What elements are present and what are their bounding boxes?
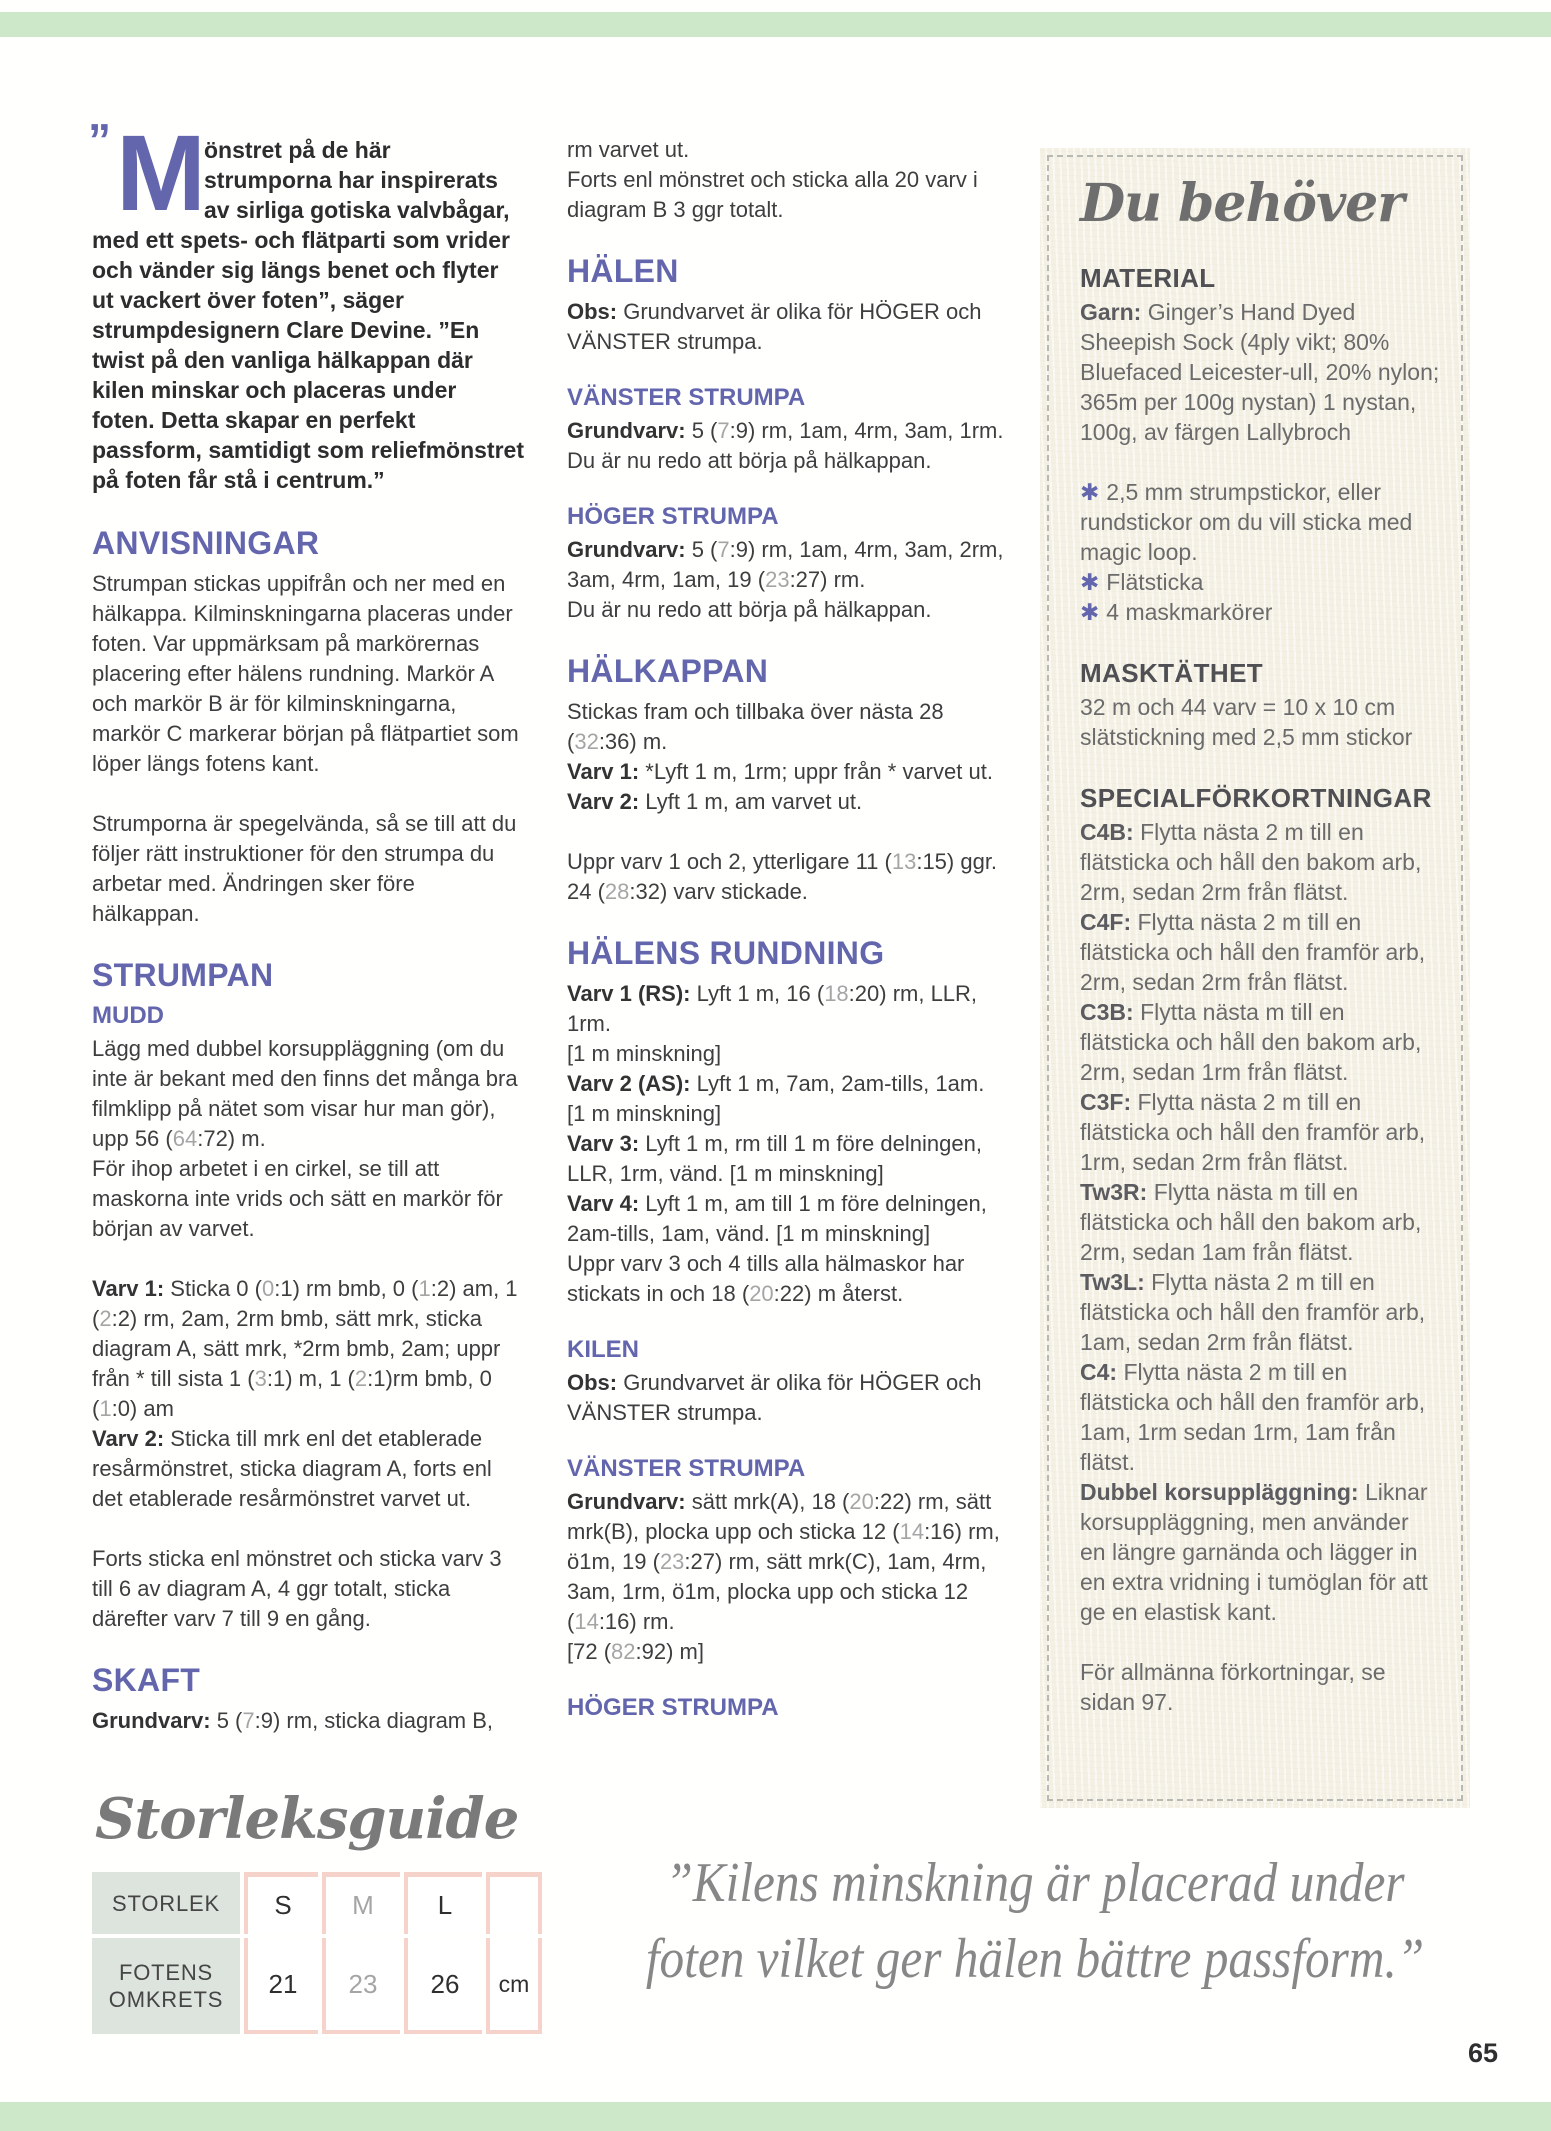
text-segment: Forts sticka enl mönstret och sticka varv 3 till 6 av diagram A, 4 ggr totalt, sticka därefter varv 7 till 9 en gång. <box>92 1546 502 1631</box>
text-segment: Flytta nästa 2 m till en flätsticka och håll den framför arb, 1am, 1rm sedan 1rm, 1am från flätst. <box>1080 1359 1426 1475</box>
text-segment: Lyft 1 m, rm till 1 m före delningen, LLR, 1rm, vänd. [1 m minskning] <box>567 1131 982 1186</box>
paragraph <box>92 1424 524 1514</box>
paragraph <box>1080 997 1440 1087</box>
heading-h-ger-strumpa: HÖGER STRUMPA <box>567 503 779 530</box>
paragraph <box>92 569 524 779</box>
text-segment: :9) rm, 1am, 4rm, 3am, 2rm, 3am, 4rm, 1am, 19 ( <box>567 537 1004 592</box>
text-segment: rm varvet ut. <box>567 137 690 162</box>
size-guide-title: Storleksguide <box>95 1786 519 1852</box>
text-segment: Lyft 1 m, 16 ( <box>696 981 825 1006</box>
size-table-header-cell: M <box>322 1872 400 1934</box>
paragraph <box>567 297 1010 357</box>
intro-quote <box>88 112 524 495</box>
text-segment: :16) rm. <box>598 1609 675 1634</box>
text-segment: 4 maskmarkörer <box>1106 599 1273 625</box>
middle-column-container <box>567 135 1010 1726</box>
heading-strumpan: STRUMPAN <box>92 957 274 993</box>
heading-v-nster-strumpa: VÄNSTER STRUMPA <box>567 384 806 411</box>
text-segment: Flytta nästa 2 m till en flätsticka och håll den bakom arb, 2rm, sedan 2rm från flätst. <box>1080 819 1422 905</box>
heading-anvisningar: ANVISNINGAR <box>92 525 320 561</box>
text-segment: 32 m och 44 varv = 10 x 10 cm slätstickning med 2,5 mm stickor <box>1080 694 1413 750</box>
heading-specialf-rkortningar: SPECIALFÖRKORTNINGAR <box>1080 783 1432 813</box>
paragraph <box>1080 1177 1440 1267</box>
size-table-header-cell: S <box>244 1872 318 1934</box>
text-segment: Obs: <box>567 1370 624 1395</box>
size-table-header-cell: L <box>404 1872 482 1934</box>
text-segment: Flytta nästa m till en flätsticka och håll den bakom arb, 2rm, sedan 1am från flätst. <box>1080 1179 1422 1265</box>
paragraph <box>567 165 1010 225</box>
text-segment: Sticka till mrk enl det etablerade resårmönstret, sticka diagram A, forts enl det etablerade resårmönstret varvet ut. <box>92 1426 492 1511</box>
text-segment: Liknar korsuppläggning, men använder en längre garnända och lägger in en extra vridning i tumöglan för att ge en elastisk kant. <box>1080 1479 1428 1625</box>
left-column <box>92 525 524 1736</box>
text-segment: 5 ( <box>691 537 718 562</box>
size-table-cell: cm <box>486 1938 542 2034</box>
text-segment: :27) rm. <box>789 567 866 592</box>
paragraph <box>567 1487 1010 1637</box>
text-segment: *Lyft 1 m, 1rm; uppr från * varvet ut. <box>645 759 993 784</box>
text-segment: Flytta nästa 2 m till en flätsticka och håll den framför arb, 1am, sedan 2rm från flätst. <box>1080 1269 1426 1355</box>
text-segment: Varv 1: <box>567 759 646 784</box>
heading-maskt-thet: MASKTÄTHET <box>1080 658 1264 688</box>
top-green-bar <box>0 12 1551 37</box>
paragraph <box>92 1034 524 1154</box>
text-segment: Lyft 1 m, 7am, 2am-tills, 1am. <box>696 1071 985 1096</box>
text-segment: Uppr varv 1 och 2, ytterligare 11 ( <box>567 849 892 874</box>
text-segment: 5 ( <box>216 1708 243 1733</box>
size-table-header-cell <box>486 1872 542 1934</box>
text-segment: Varv 3: <box>567 1131 646 1156</box>
text-segment: Lyft 1 m, am varvet ut. <box>645 789 863 814</box>
text-segment: :15) ggr. 24 ( <box>567 849 998 904</box>
text-segment: Grundvarv: <box>567 1489 692 1514</box>
paragraph <box>1080 907 1440 997</box>
paragraph <box>92 1154 524 1244</box>
text-segment: För allmänna förkortningar, se sidan 97. <box>1080 1659 1386 1715</box>
text-segment: [72 ( <box>567 1639 612 1664</box>
dropcap <box>88 112 206 233</box>
heading-v-nster-strumpa: VÄNSTER STRUMPA <box>567 1455 806 1482</box>
paragraph <box>567 1129 1010 1189</box>
paragraph <box>92 1544 524 1634</box>
text-segment: Grundvarvet är olika för HÖGER och VÄNSTER strumpa. <box>567 299 982 354</box>
text-segment: Varv 2: <box>567 789 646 814</box>
text-segment: Varv 1 (RS): <box>567 981 697 1006</box>
pull-quote-line: ”Kilens minskning är placerad under <box>665 1852 1405 1914</box>
paragraph <box>92 1706 524 1736</box>
paragraph <box>1080 1267 1440 1357</box>
text-segment: Flytta nästa m till en flätsticka och håll den bakom arb, 2rm, sedan 1rm från flätst. <box>1080 999 1422 1085</box>
text-segment: Lägg med dubbel korsuppläggning (om du inte är bekant med den finns det många bra filmklipp på nätet som visar hur man gör), upp 56 ( <box>92 1036 518 1151</box>
text-segment: Grundvarv: <box>567 418 692 443</box>
text-segment: :9) rm, 1am, 4rm, 3am, 1rm. <box>729 418 1004 443</box>
paragraph <box>1080 1087 1440 1177</box>
text-segment: 18 <box>824 981 849 1006</box>
paragraph <box>1080 297 1440 447</box>
heading-material: MATERIAL <box>1080 263 1216 293</box>
text-segment: 1 <box>99 1396 112 1421</box>
text-segment: :1)rm bmb, 0 ( <box>92 1366 492 1421</box>
text-segment: Flytta nästa 2 m till en flätsticka och håll den framför arb, 2rm, sedan 2rm från flätst. <box>1080 909 1426 995</box>
paragraph <box>567 1368 1010 1428</box>
paragraph <box>567 1189 1010 1249</box>
text-segment: Garn: <box>1080 299 1148 325</box>
page-number: 65 <box>1468 2038 1499 2068</box>
size-table-cell: FOTENS OMKRETS <box>92 1938 240 2034</box>
text-segment: Du är nu redo att börja på hälkappan. <box>567 448 932 473</box>
text-segment: 2 <box>354 1366 368 1391</box>
text-segment: 0 <box>261 1276 275 1301</box>
heading-h-lens-rundning: HÄLENS RUNDNING <box>567 935 885 971</box>
text-segment: :1) m, 1 ( <box>266 1366 355 1391</box>
text-segment: :36) m. <box>598 729 668 754</box>
text-segment: :32) varv stickade. <box>629 879 808 904</box>
paragraph <box>92 809 524 929</box>
text-segment: :27) rm, sätt mrk(C), 1am, 4rm, 3am, 1rm, ö1m, plocka upp och sticka 12 ( <box>567 1549 987 1634</box>
text-segment: Varv 1: <box>92 1276 171 1301</box>
paragraph <box>1080 1477 1440 1627</box>
text-segment: Flytta nästa 2 m till en flätsticka och håll den framför arb, 1rm, sedan 2rm från flätst. <box>1080 1089 1426 1175</box>
pull-quote-line: foten vilket ger hälen bättre passform.” <box>645 1928 1425 1990</box>
heading-kilen: KILEN <box>567 1336 639 1363</box>
text-segment: Strumporna är spegelvända, så se till att du följer rätt instruktioner för den strumpa du arbetar med. Ändringen sker före hälkappan. <box>92 811 517 926</box>
text-segment: 64 <box>172 1126 198 1151</box>
text-segment: :1) rm bmb, 0 ( <box>274 1276 419 1301</box>
text-segment: C3B: <box>1080 999 1141 1025</box>
text-segment: Grundvarvet är olika för HÖGER och VÄNSTER strumpa. <box>567 1370 982 1425</box>
text-segment: 7 <box>717 537 730 562</box>
text-segment: Uppr varv 3 och 4 tills alla hälmaskor har stickats in och 18 ( <box>567 1251 965 1306</box>
text-segment: C3F: <box>1080 1089 1138 1115</box>
intro-text: önstret på de här strumporna har inspirerats av sirliga gotiska valvbågar, med ett spets- och flätparti som vrider och vänder sig längs benet och flyter ut vackert över foten”, säger strumpdesignern Clare Devine. ”En twist på den vanliga hälkappan där kilen minskar och placeras under foten. Detta skapar en perfekt passform, samtidigt som reliefmönstret på foten får stå i centrum.” <box>92 137 524 493</box>
text-segment: 2,5 mm strumpstickor, eller rundstickor om du vill sticka med magic loop. <box>1080 479 1413 565</box>
middle-column <box>567 135 1010 1723</box>
text-segment: Grundvarv: <box>92 1708 217 1733</box>
text-segment: :16) rm, ö1m, 19 ( <box>567 1519 1000 1574</box>
paragraph <box>1080 817 1440 907</box>
text-segment: Lyft 1 m, am till 1 m före delningen, 2am-tills, 1am, vänd. [1 m minskning] <box>567 1191 987 1246</box>
size-table-header-cell: STORLEK <box>92 1872 240 1934</box>
dropcap-letter: M <box>116 112 206 233</box>
size-table-cell: 21 <box>244 1938 318 2034</box>
text-segment: :72) m. <box>197 1126 266 1151</box>
heading-h-lkappan: HÄLKAPPAN <box>567 653 769 689</box>
text-segment: För ihop arbetet i en cirkel, se till att maskorna inte vrids och sätt en markör för början av varvet. <box>92 1156 503 1241</box>
text-segment: Varv 2: <box>92 1426 171 1451</box>
text-segment: [1 m minskning] <box>567 1101 722 1126</box>
paragraph <box>567 416 1010 446</box>
text-segment: 5 ( <box>691 418 718 443</box>
paragraph <box>1080 1657 1440 1717</box>
text-segment: 23 <box>659 1549 685 1574</box>
paragraph <box>567 1099 1010 1129</box>
text-segment: :20) rm, LLR, 1rm. <box>567 981 978 1036</box>
paragraph <box>567 1069 1010 1099</box>
text-segment: C4B: <box>1080 819 1141 845</box>
text-segment: [1 m minskning] <box>567 1041 722 1066</box>
text-segment: Tw3L: <box>1080 1269 1152 1295</box>
text-segment: Varv 4: <box>567 1191 646 1216</box>
size-table-cell: 23 <box>322 1938 400 2034</box>
paragraph <box>567 787 1010 817</box>
text-segment: Sticka 0 ( <box>170 1276 262 1301</box>
text-segment: 82 <box>611 1639 636 1664</box>
paragraph <box>567 847 1010 907</box>
text-segment: Stickas fram och tillbaka över nästa 28 ( <box>567 699 944 754</box>
text-segment: 1 <box>418 1276 431 1301</box>
heading-mudd: MUDD <box>92 1002 164 1029</box>
text-segment: Du är nu redo att börja på hälkappan. <box>567 597 932 622</box>
text-segment: 13 <box>891 849 917 874</box>
text-segment: Strumpan stickas uppifrån och ner med en hälkappa. Kilminskningarna placeras under foten. Var uppmärksam på markörernas placering efter hälens rundning. Markör A och markör B är för kilminskningarna, markör C markerar början på flätpartiet som löper längs fotens kant. <box>92 571 519 776</box>
text-segment: Tw3R: <box>1080 1179 1154 1205</box>
heading-h-len: HÄLEN <box>567 253 679 289</box>
sidebar-inner <box>1080 174 1440 1717</box>
text-segment: 7 <box>242 1708 255 1733</box>
paragraph <box>567 446 1010 476</box>
text-segment: :0) am <box>111 1396 174 1421</box>
pull-quote <box>613 1845 1458 1997</box>
text-segment: Forts enl mönstret och sticka alla 20 varv i diagram B 3 ggr totalt. <box>567 167 978 222</box>
paragraph <box>567 979 1010 1039</box>
paragraph <box>1080 567 1440 597</box>
du-behover-sidebar <box>1040 148 1470 1808</box>
text-segment: :2) am, 1 ( <box>92 1276 518 1331</box>
text-segment: Varv 2 (AS): <box>567 1071 697 1096</box>
text-segment: :92) m] <box>635 1639 704 1664</box>
left-column-container <box>88 112 524 1736</box>
paragraph <box>567 535 1010 595</box>
text-segment: Ginger’s Hand Dyed Sheepish Sock (4ply vikt; 80% Bluefaced Leicester-ull, 20% nylon; 365m per 100g nystan) 1 nystan, 100g, av färgen Lallybroch <box>1080 299 1440 445</box>
sidebar-content <box>1080 262 1440 1717</box>
open-quote-mark: ” <box>88 114 111 166</box>
text-segment: Grundvarv: <box>567 537 692 562</box>
asterisk-bullet-icon: ✱ <box>1080 599 1100 625</box>
paragraph <box>567 1039 1010 1069</box>
text-segment: 14 <box>574 1609 599 1634</box>
asterisk-bullet-icon: ✱ <box>1080 479 1100 505</box>
text-segment: :9) rm, sticka diagram B, <box>254 1708 494 1733</box>
text-segment: 2 <box>99 1306 112 1331</box>
paragraph <box>1080 597 1440 627</box>
paragraph <box>567 757 1010 787</box>
text-segment: 23 <box>765 567 790 592</box>
text-segment: Dubbel korsuppläggning: <box>1080 1479 1365 1505</box>
paragraph <box>567 697 1010 757</box>
text-segment: :2) rm, 2am, 2rm bmb, sätt mrk, sticka diagram A, sätt mrk, *2rm bmb, 2am; uppr från * till sista 1 ( <box>92 1306 501 1391</box>
paragraph <box>1080 692 1440 752</box>
heading-skaft: SKAFT <box>92 1662 201 1698</box>
text-segment: C4: <box>1080 1359 1124 1385</box>
text-segment: sätt mrk(A), 18 ( <box>691 1489 850 1514</box>
text-segment: Obs: <box>567 299 624 324</box>
paragraph <box>567 1249 1010 1309</box>
text-segment: 28 <box>604 879 630 904</box>
asterisk-bullet-icon: ✱ <box>1080 569 1100 595</box>
paragraph <box>567 595 1010 625</box>
size-table <box>92 1872 542 2034</box>
paragraph <box>1080 1357 1440 1477</box>
paragraph <box>1080 477 1440 567</box>
paragraph <box>92 1274 524 1424</box>
text-segment: 20 <box>749 1281 774 1306</box>
text-segment: 3 <box>254 1366 267 1391</box>
text-segment: 32 <box>574 729 599 754</box>
text-segment: Flätsticka <box>1106 569 1204 595</box>
size-table-cell: 26 <box>404 1938 482 2034</box>
text-segment: 14 <box>899 1519 925 1544</box>
text-segment: :22) rm, sätt mrk(B), plocka upp och sticka 12 ( <box>567 1489 992 1544</box>
text-segment: 20 <box>849 1489 874 1514</box>
text-segment: :22) m återst. <box>773 1281 904 1306</box>
sidebar-title: Du behöver <box>1080 173 1404 234</box>
paragraph <box>567 1637 1010 1667</box>
heading-h-ger-strumpa: HÖGER STRUMPA <box>567 1694 779 1721</box>
text-segment: C4F: <box>1080 909 1138 935</box>
text-segment: 7 <box>717 418 730 443</box>
bottom-green-bar <box>0 2102 1551 2131</box>
paragraph <box>567 135 1010 165</box>
